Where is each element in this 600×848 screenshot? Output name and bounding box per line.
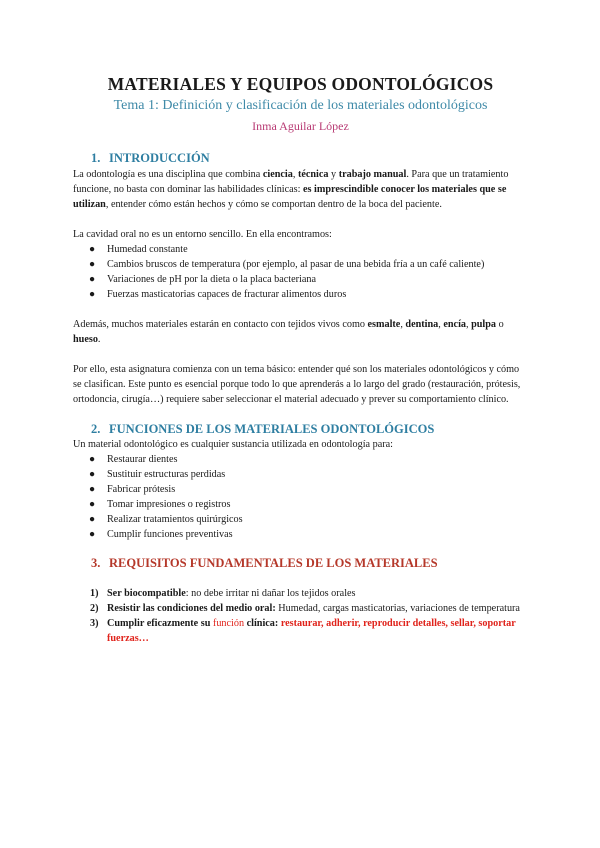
bullet-icon: ● bbox=[89, 529, 96, 540]
list-item: 1) Ser biocompatible: no debe irritar ni dañar los tejidos orales bbox=[90, 588, 356, 599]
bullet-icon: ● bbox=[89, 289, 96, 300]
funciones-intro: Un material odontológico es cualquier sustancia utilizada en odontología para: bbox=[73, 439, 393, 450]
section-number: 2. bbox=[91, 422, 101, 436]
bullet-icon: ● bbox=[89, 454, 96, 465]
requirements-list bbox=[73, 586, 528, 646]
oral-conditions-list bbox=[73, 242, 528, 302]
section-heading-requisitos bbox=[73, 555, 528, 571]
list-item: ● Tomar impresiones o registros bbox=[89, 499, 231, 510]
bullet-icon: ● bbox=[89, 514, 96, 525]
bullet-icon: ● bbox=[89, 469, 96, 480]
list-item: ● Fabricar prótesis bbox=[89, 484, 176, 495]
intro-paragraph-3: Además, muchos materiales estarán en contacto con tejidos vivos como esmalte, dentina, encía, pulpa o hueso. bbox=[73, 319, 504, 345]
document-author: Inma Aguilar López bbox=[252, 119, 349, 133]
list-item: 3) Cumplir eficazmente su función clínica: restaurar, adherir, reproducir detalles, sellar, soportar fuerzas… bbox=[90, 618, 516, 644]
list-item: ● Cambios bruscos de temperatura (por ejemplo, al pasar de una bebida fría a un café caliente) bbox=[89, 259, 485, 270]
section-number: 3. bbox=[91, 556, 101, 570]
intro-paragraph-4: Por ello, esta asignatura comienza con un tema básico: entender qué son los materiales odontológicos y cómo se clasifican. Este punto es esencial porque todo lo que aprenderás a lo largo del grado (restauración, prótesis, ortodoncia, cirugía…) requiere saber seleccionar el material adecuado y prever su comportamiento clínico. bbox=[73, 364, 521, 405]
item-number: 1) bbox=[90, 588, 99, 599]
list-item: 2) Resistir las condiciones del medio oral: Humedad, cargas masticatorias, variaciones de temperatura bbox=[90, 603, 520, 614]
section-title: FUNCIONES DE LOS MATERIALES ODONTOLÓGICOS bbox=[109, 422, 435, 436]
section-heading-funciones bbox=[73, 421, 528, 437]
list-item: ● Humedad constante bbox=[89, 244, 188, 255]
item-number: 2) bbox=[90, 603, 99, 614]
bullet-icon: ● bbox=[89, 484, 96, 495]
intro-paragraph-2: La cavidad oral no es un entorno sencillo. En ella encontramos: bbox=[73, 229, 332, 240]
list-item: ● Restaurar dientes bbox=[89, 454, 178, 465]
list-item: ● Sustituir estructuras perdidas bbox=[89, 469, 226, 480]
bullet-icon: ● bbox=[89, 259, 96, 270]
bullet-icon: ● bbox=[89, 244, 96, 255]
intro-paragraph-1: La odontología es una disciplina que combina ciencia, técnica y trabajo manual. Para que un tratamiento funcione, no basta con dominar las habilidades clínicas: es imprescindible conocer los materiales que se utilizan, entender cómo están hechos y cómo se comportan dentro de la boca del paciente. bbox=[73, 169, 509, 210]
document-title: MATERIALES Y EQUIPOS ODONTOLÓGICOS bbox=[107, 74, 494, 94]
list-item: ● Fuerzas masticatorias capaces de fracturar alimentos duros bbox=[89, 289, 347, 300]
section-title: REQUISITOS FUNDAMENTALES DE LOS MATERIALES bbox=[109, 556, 438, 570]
list-item: ● Cumplir funciones preventivas bbox=[89, 529, 233, 540]
bullet-icon: ● bbox=[89, 274, 96, 285]
document-subtitle: Tema 1: Definición y clasificación de los materiales odontológicos bbox=[113, 98, 488, 113]
section-heading-introduccion bbox=[73, 150, 528, 166]
section-number: 1. bbox=[91, 151, 101, 165]
item-number: 3) bbox=[90, 618, 99, 629]
list-item: ● Variaciones de pH por la dieta o la placa bacteriana bbox=[89, 274, 317, 285]
section-title: INTRODUCCIÓN bbox=[109, 151, 210, 165]
bullet-icon: ● bbox=[89, 499, 96, 510]
functions-list bbox=[73, 452, 528, 542]
list-item: ● Realizar tratamientos quirúrgicos bbox=[89, 514, 243, 525]
